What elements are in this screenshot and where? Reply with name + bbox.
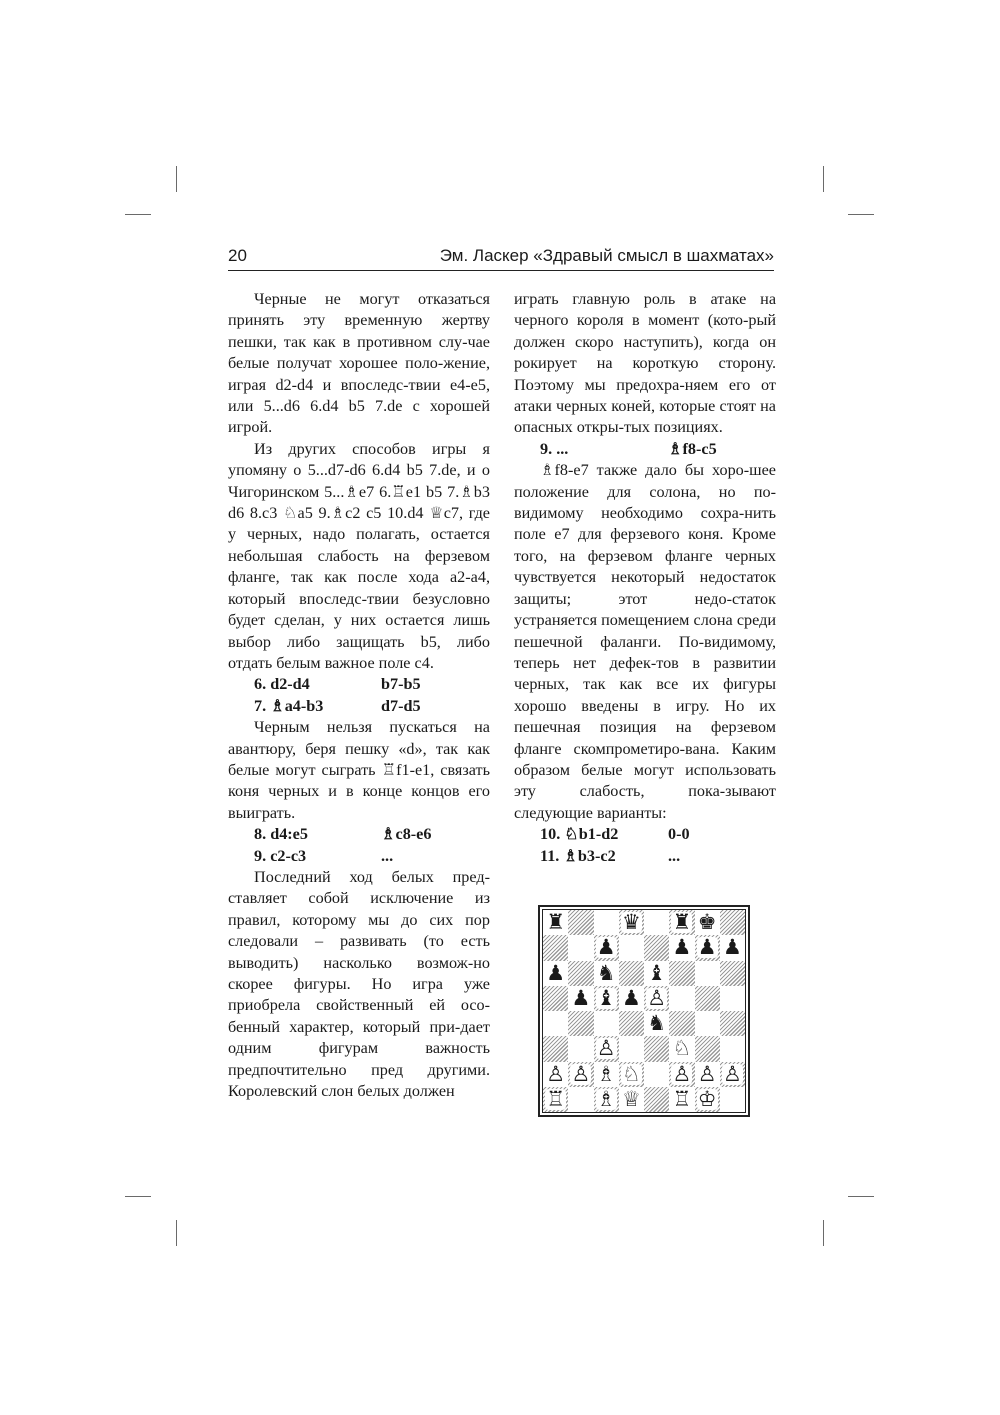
chess-piece-icon: ♙ [697, 1061, 717, 1086]
square-h6 [720, 961, 745, 986]
square-e4 [644, 1011, 669, 1036]
move-line [228, 824, 490, 845]
square-f4 [669, 1011, 694, 1036]
running-head [228, 244, 774, 271]
move-black: ... [381, 846, 394, 865]
chess-piece-icon: ♚ [697, 910, 717, 935]
square-h2 [720, 1062, 745, 1087]
square-a2 [543, 1062, 568, 1087]
square-c3 [594, 1036, 619, 1061]
right-column [514, 289, 776, 867]
square-e5 [644, 986, 669, 1011]
chess-piece-icon: ♜ [546, 910, 566, 935]
chess-piece-icon: ♖ [546, 1086, 566, 1111]
chess-piece-icon: ♞ [647, 1011, 667, 1036]
page-number: 20 [228, 246, 247, 265]
move-line [514, 824, 776, 845]
square-b1 [568, 1087, 593, 1112]
move-black: 0-0 [668, 825, 690, 844]
crop-mark [176, 166, 177, 192]
square-b3 [568, 1036, 593, 1061]
square-e2 [644, 1062, 669, 1087]
square-c7 [594, 935, 619, 960]
move-white: 9. c2-c3 [254, 846, 307, 865]
chess-piece-icon: ♟ [672, 935, 692, 960]
move-white: 10. ♘b1-d2 [540, 825, 619, 844]
square-h7 [720, 935, 745, 960]
crop-mark [176, 1220, 177, 1246]
square-b2 [568, 1062, 593, 1087]
square-g2 [695, 1062, 720, 1087]
square-d1 [619, 1087, 644, 1112]
square-b8 [568, 910, 593, 935]
chess-piece-icon: ♝ [596, 985, 616, 1010]
square-f3 [669, 1036, 694, 1061]
square-d8 [619, 910, 644, 935]
square-e6 [644, 961, 669, 986]
square-c6 [594, 961, 619, 986]
square-g1 [695, 1087, 720, 1112]
square-d4 [619, 1011, 644, 1036]
chess-piece-icon: ♖ [672, 1086, 692, 1111]
square-h1 [720, 1087, 745, 1112]
chess-piece-icon: ♟ [621, 985, 641, 1010]
square-g8 [695, 910, 720, 935]
move-black: ... [668, 846, 681, 865]
square-a7 [543, 935, 568, 960]
chess-piece-icon: ♙ [672, 1061, 692, 1086]
chess-piece-icon: ♛ [621, 910, 641, 935]
square-h3 [720, 1036, 745, 1061]
paragraph: Из других способов игры я упомяну о 5...d7-d6 6.d4 b5 7.de, и о Чигоринском 5...♗e7 6.♖e1 b5 7.♗b3 d6 8.c3 ♘a5 9.♗c2 c5 10.d4 ♕c7, где у черных, надо полагать, остается небольшая слабость на ферзевом фланге, так как после хода a2-a4, который впоследс-твии безусловно будет сделан, у них остается лишь выбор либо защищать b5, либо отдать белым важное поле c4. [228, 439, 490, 672]
square-e8 [644, 910, 669, 935]
square-c8 [594, 910, 619, 935]
square-c2 [594, 1062, 619, 1087]
chess-piece-icon: ♟ [722, 935, 742, 960]
move-white: 8. d4:e5 [254, 825, 308, 844]
move-line [514, 846, 776, 867]
square-d2 [619, 1062, 644, 1087]
square-g5 [695, 986, 720, 1011]
crop-mark [848, 1196, 874, 1197]
paragraph: Черным нельзя пускаться на авантюру, беря пешку «d», так как белые могут сыграть ♖f1-e1, связать коня черных и в конце концов его выиграть. [228, 718, 490, 822]
crop-mark [823, 166, 824, 192]
square-h8 [720, 910, 745, 935]
paragraph: ♗f8-e7 также дало бы хоро-шее положение для солона, но по-видимому необходимо сохра-нить поле e7 для ферзевого коня. Кроме того, на ферзевом фланге черных чувствуется некоторый недостаток защиты; этот недо-статок устраняется помещением слона среди пешечной фаланги. По-видимому, теперь нет дефек-тов в развитии черных, так как все их фигуры хорошо введены в игру. Но их пешечная позиция на ферзевом фланге скомпрометиро-вана. Каким образом белые могут использовать эту слабость, пока-зывают следующие варианты: [514, 461, 776, 822]
chess-piece-icon: ♟ [697, 935, 717, 960]
move-black: b7-b5 [381, 675, 421, 694]
chess-piece-icon: ♔ [697, 1086, 717, 1111]
move-black: ♗f8-c5 [668, 439, 717, 458]
square-f5 [669, 986, 694, 1011]
square-c5 [594, 986, 619, 1011]
chess-piece-icon: ♗ [596, 1086, 616, 1111]
move-white: 9. ... [540, 439, 569, 458]
move-black: d7-d5 [381, 696, 421, 715]
chess-piece-icon: ♝ [647, 960, 667, 985]
chess-piece-icon: ♜ [672, 910, 692, 935]
square-d5 [619, 986, 644, 1011]
move-line [228, 674, 490, 695]
left-column [228, 289, 490, 1102]
square-e7 [644, 935, 669, 960]
move-line [514, 439, 776, 460]
square-e1 [644, 1087, 669, 1112]
square-a5 [543, 986, 568, 1011]
move-white: 7. ♗a4-b3 [254, 696, 324, 715]
square-a4 [543, 1011, 568, 1036]
move-line [228, 696, 490, 717]
square-d7 [619, 935, 644, 960]
chess-piece-icon: ♟ [571, 985, 591, 1010]
paragraph: Последний ход белых пред-ставляет собой исключение из правил, которому мы до сих пор следовали – развивать (то есть выводить) насколько возмож-но скорее фигуры. Но игра уже приобрела свойственный ей осо-бенный характер, который при-дает одним фигурам важность предпочтительно пред другими. Королевский слон белых должен [228, 867, 490, 1101]
chess-piece-icon: ♙ [596, 1036, 616, 1061]
chess-piece-icon: ♕ [621, 1086, 641, 1111]
chess-piece-icon: ♘ [621, 1061, 641, 1086]
crop-mark [823, 1220, 824, 1246]
square-b4 [568, 1011, 593, 1036]
square-g3 [695, 1036, 720, 1061]
square-f1 [669, 1087, 694, 1112]
crop-mark [125, 214, 151, 215]
square-f7 [669, 935, 694, 960]
chess-piece-icon: ♗ [596, 1061, 616, 1086]
chess-board [542, 909, 746, 1113]
move-line [228, 846, 490, 867]
square-b7 [568, 935, 593, 960]
square-a6 [543, 961, 568, 986]
square-b6 [568, 961, 593, 986]
chess-diagram [538, 905, 750, 1117]
square-g4 [695, 1011, 720, 1036]
move-white: 6. d2-d4 [254, 675, 310, 694]
move-white: 11. ♗b3-c2 [540, 846, 616, 865]
square-e3 [644, 1036, 669, 1061]
square-g6 [695, 961, 720, 986]
paragraph: Черные не могут отказаться принять эту временную жертву пешки, так как в противном слу-чае белые получат хорошее поло-жение, играя d2-d4 и впоследс-твии e4-e5, или 5...d6 6.d4 b5 7.de с хорошей игрой. [228, 290, 490, 437]
square-g7 [695, 935, 720, 960]
crop-mark [125, 1196, 151, 1197]
square-h5 [720, 986, 745, 1011]
square-a8 [543, 910, 568, 935]
chess-piece-icon: ♟ [546, 960, 566, 985]
square-a1 [543, 1087, 568, 1112]
move-black: ♗c8-e6 [381, 825, 432, 844]
chess-piece-icon: ♞ [596, 960, 616, 985]
square-c4 [594, 1011, 619, 1036]
chess-piece-icon: ♟ [596, 935, 616, 960]
chess-piece-icon: ♙ [722, 1061, 742, 1086]
square-f6 [669, 961, 694, 986]
chess-piece-icon: ♙ [571, 1061, 591, 1086]
chess-piece-icon: ♙ [647, 985, 667, 1010]
square-f8 [669, 910, 694, 935]
square-f2 [669, 1062, 694, 1087]
running-title: Эм. Ласкер «Здравый смысл в шахматах» [439, 246, 774, 265]
square-b5 [568, 986, 593, 1011]
crop-mark [848, 214, 874, 215]
square-c1 [594, 1087, 619, 1112]
square-d6 [619, 961, 644, 986]
square-d3 [619, 1036, 644, 1061]
paragraph: играть главную роль в атаке на черного короля в момент (кото-рый должен скоро наступить), когда он рокирует на короткую сторону. Поэтому мы предохра-няем его от атаки черных коней, которые стоят на опасных откры-тых позициях. [514, 290, 776, 437]
chess-piece-icon: ♘ [672, 1036, 692, 1061]
chess-piece-icon: ♙ [546, 1061, 566, 1086]
square-h4 [720, 1011, 745, 1036]
square-a3 [543, 1036, 568, 1061]
